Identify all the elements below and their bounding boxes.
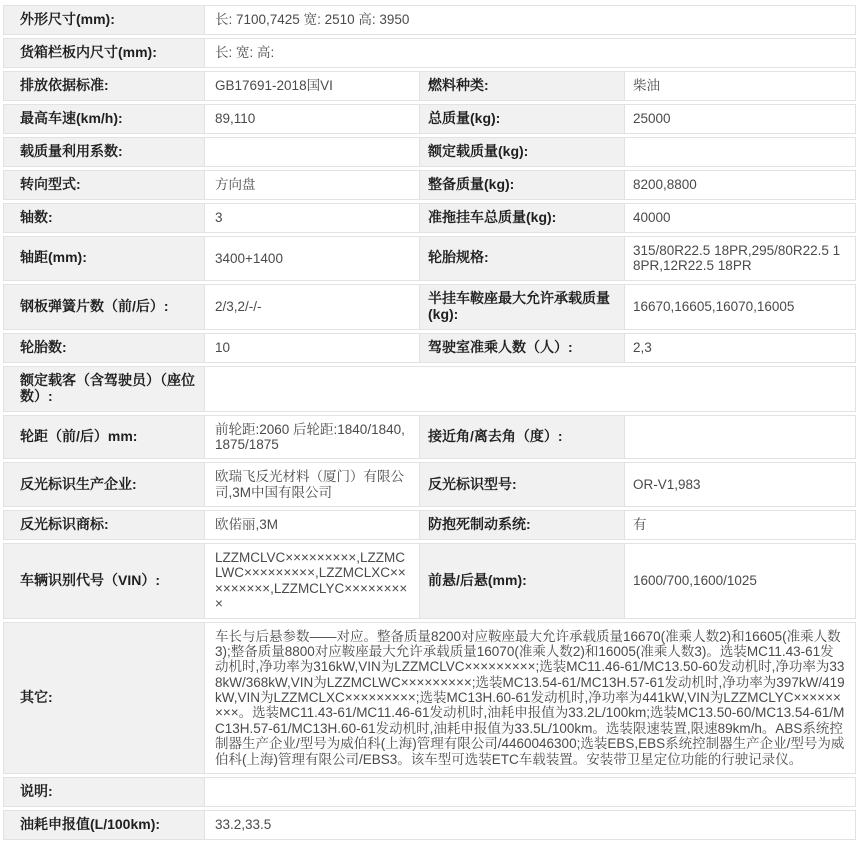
- field-value: [625, 415, 856, 460]
- field-label: 前悬/后悬(mm):: [420, 543, 625, 619]
- field-label: 轮胎规格:: [420, 236, 625, 281]
- field-value: 16670,16605,16070,16005: [625, 284, 856, 330]
- field-label: 转向型式:: [3, 170, 205, 200]
- field-label: 反光标识商标:: [3, 510, 205, 540]
- field-label: 额定载质量(kg):: [420, 137, 625, 167]
- field-label: 反光标识型号:: [420, 462, 625, 507]
- field-value: 89,110: [205, 104, 420, 134]
- field-value: 欧偌丽,3M: [205, 510, 420, 540]
- field-value: 10: [205, 333, 420, 363]
- field-label: 排放依据标准:: [3, 71, 205, 101]
- field-value: 2,3: [625, 333, 856, 363]
- table-row: [3, 38, 856, 68]
- table-row: [3, 203, 856, 233]
- field-value: 欧瑞飞反光材料（厦门）有限公司,3M中国有限公司: [205, 462, 420, 507]
- field-label: 货箱栏板内尺寸(mm):: [3, 38, 205, 68]
- table-row: [3, 137, 856, 167]
- field-label: 外形尺寸(mm):: [3, 5, 205, 35]
- table-row: [3, 170, 856, 200]
- field-value: 长: 宽: 高:: [205, 38, 856, 68]
- table-row: [3, 462, 856, 507]
- table-row: [3, 622, 856, 774]
- field-value: [205, 366, 856, 412]
- field-value: 前轮距:2060 后轮距:1840/1840,1875/1875: [205, 415, 420, 460]
- field-label: 其它:: [3, 622, 205, 774]
- field-value: 1600/700,1600/1025: [625, 543, 856, 619]
- field-label: 说明:: [3, 777, 205, 807]
- field-label: 最高车速(km/h):: [3, 104, 205, 134]
- vehicle-spec-table: [3, 5, 856, 843]
- table-row: [3, 415, 856, 460]
- field-label: 载质量利用系数:: [3, 137, 205, 167]
- table-row: [3, 333, 856, 363]
- field-value: [205, 777, 856, 807]
- field-value: 2/3,2/-/-: [205, 284, 420, 330]
- field-label: 轴距(mm):: [3, 236, 205, 281]
- table-row: [3, 543, 856, 619]
- field-value: 柴油: [625, 71, 856, 101]
- field-value: 长: 7100,7425 宽: 2510 高: 3950: [205, 5, 856, 35]
- field-value: [205, 137, 420, 167]
- field-label: 燃料种类:: [420, 71, 625, 101]
- table-row: [3, 284, 856, 330]
- field-label: 油耗申报值(L/100km):: [3, 810, 205, 840]
- field-label: 车辆识别代号（VIN）:: [3, 543, 205, 619]
- field-label: 半挂车鞍座最大允许承载质量(kg):: [420, 284, 625, 330]
- table-row: [3, 810, 856, 840]
- field-value: 3: [205, 203, 420, 233]
- field-value: 8200,8800: [625, 170, 856, 200]
- field-value: GB17691-2018国VI: [205, 71, 420, 101]
- field-label: 额定载客（含驾驶员）（座位数）:: [3, 366, 205, 412]
- field-value: 有: [625, 510, 856, 540]
- field-label: 防抱死制动系统:: [420, 510, 625, 540]
- field-value: [625, 137, 856, 167]
- field-label: 轮胎数:: [3, 333, 205, 363]
- field-label: 接近角/离去角（度）:: [420, 415, 625, 460]
- field-label: 钢板弹簧片数（前/后）:: [3, 284, 205, 330]
- field-value: 25000: [625, 104, 856, 134]
- field-value: 方向盘: [205, 170, 420, 200]
- field-label: 轮距（前/后）mm:: [3, 415, 205, 460]
- field-value: 车长与后悬参数——对应。整备质量8200对应鞍座最大允许承载质量16670(准乘人数2)和16605(准乘人数3);整备质量8800对应鞍座最大允许承载质量16070(准乘人数2)和16005(准乘人数3)。选装MC11.43-61发动机时,净功率为316kW,VIN为LZZMCLVC×××××××××;选装MC11.46-61/MC13.50-60发动机时,净功率为338kW/368kW,VIN为LZZMCLWC×××××××××;选装MC13.54-61/MC13H.57-61发动机时,净功率为397kW/419kW,VIN为LZZMCLXC×××××××××;选装MC13H.60-61发动机时,净功率为441kW,VIN为LZZMCLYC×××××××××。选装MC11.43-61/MC11.46-61发动机时,油耗申报值为33.2L/100km;选装MC13.50-60/MC13.54-61/MC13H.57-61/MC13H.60-61发动机时,油耗申报值为33.5L/100km。选装限速装置,限速89km/h。ABS系统控制器生产企业/型号为威伯科(上海)管理有限公司/4460046300;选装EBS,EBS系统控制器生产企业/型号为威伯科(上海)管理有限公司/EBS3。该车型可选装ETC车载装置。安装带卫星定位功能的行驶记录仪。: [205, 622, 856, 774]
- table-row: [3, 366, 856, 412]
- table-row: [3, 71, 856, 101]
- field-label: 轴数:: [3, 203, 205, 233]
- field-label: 准拖挂车总质量(kg):: [420, 203, 625, 233]
- field-label: 反光标识生产企业:: [3, 462, 205, 507]
- field-value: 33.2,33.5: [205, 810, 856, 840]
- field-value: 3400+1400: [205, 236, 420, 281]
- table-row: [3, 236, 856, 281]
- field-value: OR-V1,983: [625, 462, 856, 507]
- field-label: 驾驶室准乘人数（人）:: [420, 333, 625, 363]
- field-value: LZZMCLVC×××××××××,LZZMCLWC×××××××××,LZZMCLXC×××××××××,LZZMCLYC×××××××××: [205, 543, 420, 619]
- field-value: 315/80R22.5 18PR,295/80R22.5 18PR,12R22.5 18PR: [625, 236, 856, 281]
- field-label: 总质量(kg):: [420, 104, 625, 134]
- field-value: 40000: [625, 203, 856, 233]
- table-row: [3, 510, 856, 540]
- table-row: [3, 5, 856, 35]
- field-label: 整备质量(kg):: [420, 170, 625, 200]
- table-row: [3, 777, 856, 807]
- table-row: [3, 104, 856, 134]
